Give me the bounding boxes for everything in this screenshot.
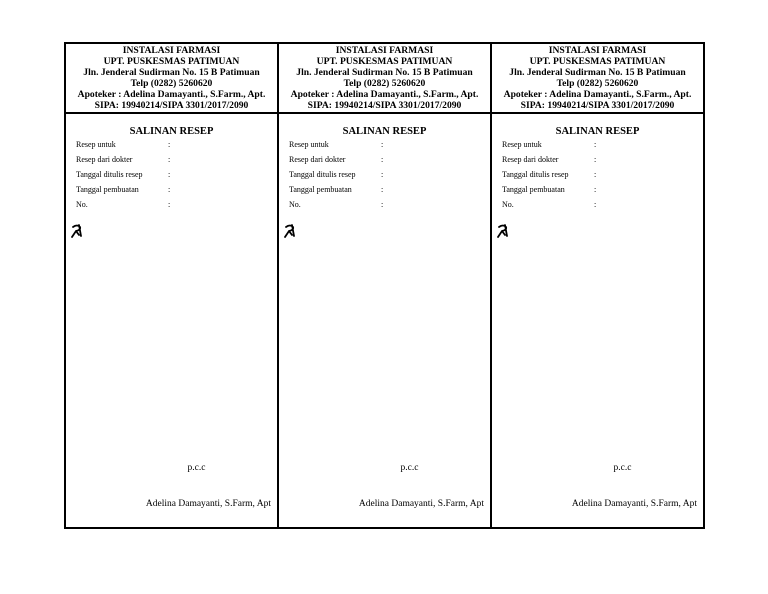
field-tanggal-ditulis <box>289 169 486 184</box>
header-phone: Telp (0282) 5260620 <box>343 78 426 89</box>
field-label: Tanggal pembuatan <box>76 185 139 194</box>
field-label: Tanggal ditulis resep <box>289 170 356 179</box>
field-colon: : <box>381 185 384 194</box>
header-pharmacist: Apoteker : Adelina Damayanti., S.Farm., Apt. <box>77 89 266 100</box>
field-label: Resep untuk <box>76 140 116 149</box>
document-title: SALINAN RESEP <box>555 126 640 137</box>
header-address: Jln. Jenderal Sudirman No. 15 B Patimuan <box>509 67 686 78</box>
header-address: Jln. Jenderal Sudirman No. 15 B Patimuan <box>83 67 260 78</box>
field-resep-untuk <box>289 139 486 154</box>
field-label: Resep dari dokter <box>289 155 346 164</box>
header-institution: INSTALASI FARMASI <box>122 45 221 56</box>
field-label: Tanggal ditulis resep <box>76 170 143 179</box>
field-resep-dari-dokter <box>289 154 486 169</box>
field-label: Tanggal pembuatan <box>289 185 352 194</box>
pharmacist-signature: Adelina Damayanti, S.Farm, Apt <box>358 499 484 509</box>
pharmacist-signature: Adelina Damayanti, S.Farm, Apt <box>145 499 271 509</box>
field-label: No. <box>289 200 301 209</box>
header-institution: INSTALASI FARMASI <box>548 45 647 56</box>
field-resep-untuk <box>502 139 699 154</box>
header-phone: Telp (0282) 5260620 <box>130 78 213 89</box>
field-no <box>76 199 273 214</box>
pharmacist-signature: Adelina Damayanti, S.Farm, Apt <box>571 499 697 509</box>
document-title: SALINAN RESEP <box>342 126 427 137</box>
field-colon: : <box>594 170 597 179</box>
field-colon: : <box>594 140 597 149</box>
field-tanggal-pembuatan <box>76 184 273 199</box>
field-no <box>289 199 486 214</box>
prescription-rx-icon <box>284 224 300 238</box>
prescription-copy-3 <box>490 44 703 527</box>
pharmacy-header <box>66 44 277 114</box>
prescription-fields <box>502 139 699 214</box>
header-unit: UPT. PUSKESMAS PATIMUAN <box>529 56 666 67</box>
field-label: Resep untuk <box>289 140 329 149</box>
field-label: Tanggal pembuatan <box>502 185 565 194</box>
header-sipa: SIPA: 19940214/SIPA 3301/2017/2090 <box>520 100 675 111</box>
field-colon: : <box>594 155 597 164</box>
field-colon: : <box>168 185 171 194</box>
field-colon: : <box>168 170 171 179</box>
header-unit: UPT. PUSKESMAS PATIMUAN <box>103 56 240 67</box>
field-label: Resep untuk <box>502 140 542 149</box>
field-resep-dari-dokter <box>502 154 699 169</box>
field-colon: : <box>594 185 597 194</box>
header-phone: Telp (0282) 5260620 <box>556 78 639 89</box>
header-pharmacist: Apoteker : Adelina Damayanti., S.Farm., Apt. <box>503 89 692 100</box>
field-colon: : <box>168 155 171 164</box>
document-title: SALINAN RESEP <box>129 126 214 137</box>
header-unit: UPT. PUSKESMAS PATIMUAN <box>316 56 453 67</box>
field-label: No. <box>76 200 88 209</box>
field-no <box>502 199 699 214</box>
pcc-text: p.c.c <box>400 463 419 473</box>
field-resep-dari-dokter <box>76 154 273 169</box>
field-resep-untuk <box>76 139 273 154</box>
header-pharmacist: Apoteker : Adelina Damayanti., S.Farm., Apt. <box>290 89 479 100</box>
field-tanggal-ditulis <box>76 169 273 184</box>
pharmacy-header <box>492 44 703 114</box>
header-institution: INSTALASI FARMASI <box>335 45 434 56</box>
field-label: No. <box>502 200 514 209</box>
header-sipa: SIPA: 19940214/SIPA 3301/2017/2090 <box>307 100 462 111</box>
pcc-text: p.c.c <box>613 463 632 473</box>
pharmacy-header <box>279 44 490 114</box>
field-label: Tanggal ditulis resep <box>502 170 569 179</box>
prescription-fields <box>76 139 273 214</box>
pcc-text: p.c.c <box>187 463 206 473</box>
field-tanggal-pembuatan <box>289 184 486 199</box>
field-colon: : <box>168 140 171 149</box>
prescription-copy-sheet <box>64 42 705 529</box>
header-sipa: SIPA: 19940214/SIPA 3301/2017/2090 <box>94 100 249 111</box>
field-tanggal-pembuatan <box>502 184 699 199</box>
field-colon: : <box>381 155 384 164</box>
prescription-copy-1 <box>66 44 277 527</box>
prescription-copy-2 <box>277 44 490 527</box>
field-label: Resep dari dokter <box>502 155 559 164</box>
prescription-rx-icon <box>71 224 87 238</box>
prescription-rx-icon <box>497 224 513 238</box>
field-colon: : <box>381 200 384 209</box>
field-tanggal-ditulis <box>502 169 699 184</box>
field-colon: : <box>381 170 384 179</box>
header-address: Jln. Jenderal Sudirman No. 15 B Patimuan <box>296 67 473 78</box>
field-label: Resep dari dokter <box>76 155 133 164</box>
field-colon: : <box>168 200 171 209</box>
prescription-fields <box>289 139 486 214</box>
field-colon: : <box>594 200 597 209</box>
field-colon: : <box>381 140 384 149</box>
